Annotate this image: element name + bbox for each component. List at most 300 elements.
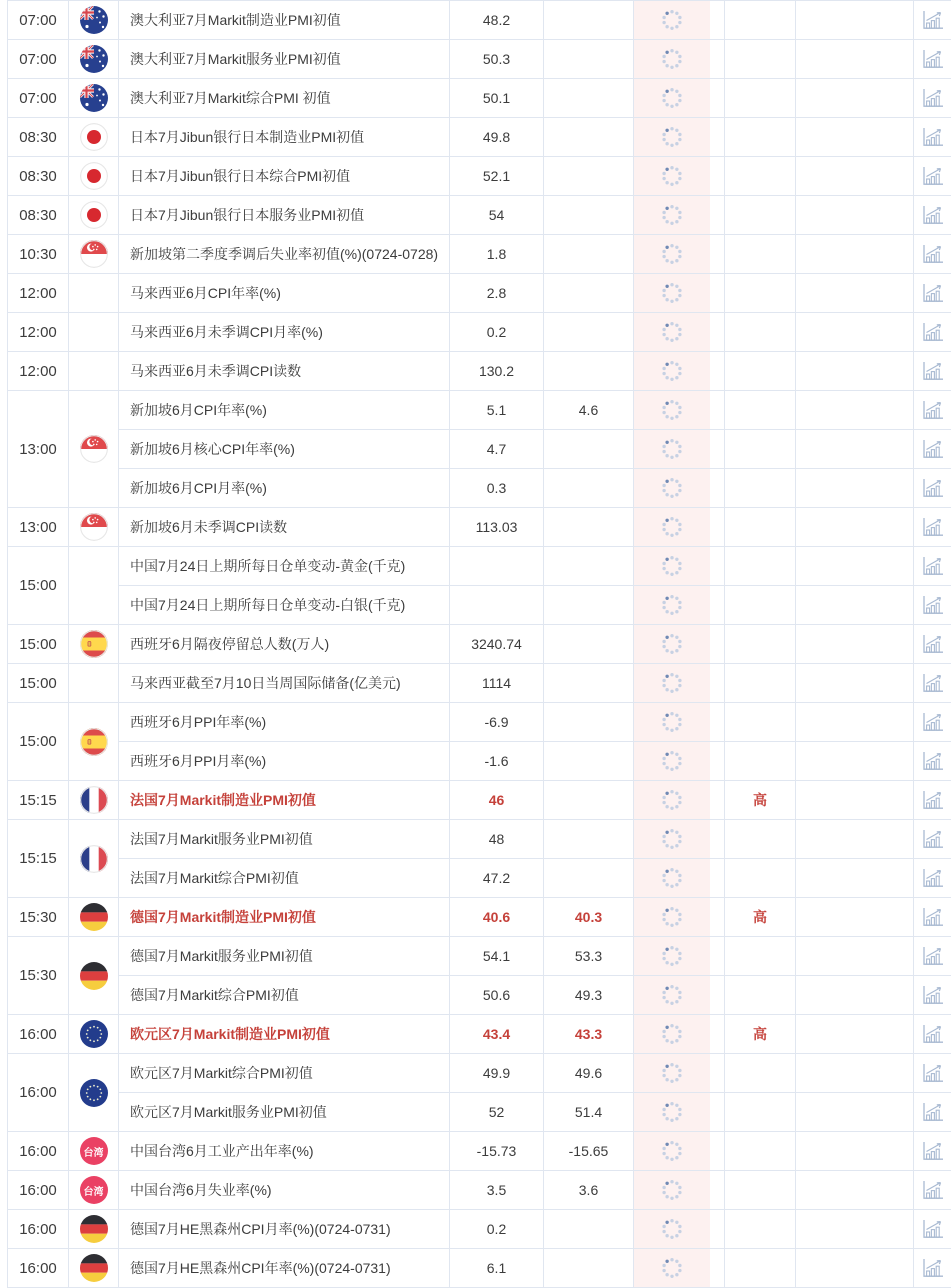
event-name: 西班牙6月PPI年率(%) [119,703,450,742]
extra-cell-empty [796,703,914,742]
history-chart-icon[interactable] [922,127,944,147]
extra-cell-empty [796,1,914,40]
extra-cell-empty [796,118,914,157]
time-cell: 16:00 [8,1132,69,1171]
history-chart-icon[interactable] [922,946,944,966]
forecast-value [544,586,634,625]
importance-badge [725,1,796,40]
event-name: 澳大利亚7月Markit综合PMI 初值 [119,79,450,118]
time-cell: 16:00 [8,1171,69,1210]
chart-cell [914,547,951,586]
importance-badge [725,352,796,391]
loading-spinner-icon [659,475,685,501]
loading-spinner-icon [659,865,685,891]
loading-spinner-icon [659,1138,685,1164]
importance-badge [725,1171,796,1210]
forecast-value [544,703,634,742]
actual-value: 49.8 [450,118,544,157]
loading-spinner-icon [659,553,685,579]
published-value-cell [634,313,725,352]
event-name: 新加坡6月未季调CPI读数 [119,508,450,547]
actual-value [450,586,544,625]
extra-cell-empty [796,586,914,625]
history-chart-icon[interactable] [922,751,944,771]
history-chart-icon[interactable] [922,712,944,732]
forecast-value [544,742,634,781]
calendar-row [8,742,951,781]
loading-spinner-icon [659,358,685,384]
extra-cell-empty [796,196,914,235]
extra-cell-empty [796,1093,914,1132]
history-chart-icon[interactable] [922,88,944,108]
time-cell: 16:00 [8,1015,69,1054]
japan-flag-icon [69,118,119,157]
loading-spinner-icon [659,1177,685,1203]
event-name: 德国7月HE黑森州CPI年率(%)(0724-0731) [119,1249,450,1288]
forecast-value [544,40,634,79]
time-cell: 15:00 [8,703,69,781]
forecast-value [544,508,634,547]
published-value-cell [634,274,725,313]
history-chart-icon[interactable] [922,1141,944,1161]
forecast-value: 43.3 [544,1015,634,1054]
extra-cell-empty [796,547,914,586]
history-chart-icon[interactable] [922,49,944,69]
extra-cell-empty [796,820,914,859]
published-value-cell [634,781,725,820]
published-value-cell [634,547,725,586]
published-value-cell [634,430,725,469]
importance-badge [725,1210,796,1249]
france-flag-icon [69,781,119,820]
france-flag-icon [80,845,108,873]
calendar-row [8,79,951,118]
chart-cell [914,1249,951,1288]
time-cell: 15:30 [8,937,69,1015]
history-chart-icon[interactable] [922,790,944,810]
published-value-cell [634,703,725,742]
actual-value: 47.2 [450,859,544,898]
importance-badge [725,40,796,79]
japan-flag-icon [69,157,119,196]
extra-cell-empty [796,157,914,196]
eurozone-flag-icon [69,1015,119,1054]
importance-badge [725,1132,796,1171]
history-chart-icon[interactable] [922,1063,944,1083]
published-value-cell [634,937,725,976]
calendar-row [8,1,951,40]
extra-cell-empty [796,781,914,820]
history-chart-icon[interactable] [922,1024,944,1044]
time-cell: 15:15 [8,781,69,820]
australia-flag-icon [69,79,119,118]
actual-value: 40.6 [450,898,544,937]
australia-flag-icon [80,84,108,112]
eurozone-flag-icon [80,1079,108,1107]
importance-badge: 高 [725,1015,796,1054]
importance-badge [725,391,796,430]
time-cell: 15:15 [8,820,69,898]
loading-spinner-icon [659,787,685,813]
calendar-table-body [8,1,951,1288]
published-value-cell [634,196,725,235]
calendar-row [8,1015,951,1054]
event-name: 中国台湾6月工业产出年率(%) [119,1132,450,1171]
importance-badge [725,820,796,859]
forecast-value: 51.4 [544,1093,634,1132]
chart-cell [914,313,951,352]
forecast-value [544,1210,634,1249]
published-value-cell [634,118,725,157]
history-chart-icon[interactable] [922,439,944,459]
calendar-row [8,820,951,859]
loading-spinner-icon [659,46,685,72]
australia-flag-icon [69,40,119,79]
time-cell: 13:00 [8,391,69,508]
flag-cell-empty [69,664,119,703]
history-chart-icon[interactable] [922,634,944,654]
actual-value: 48.2 [450,1,544,40]
time-cell: 13:00 [8,508,69,547]
taiwan-flag-icon [69,1171,119,1210]
chart-cell [914,1093,951,1132]
importance-badge [725,586,796,625]
event-name: 欧元区7月Markit制造业PMI初值 [119,1015,450,1054]
chart-cell [914,1015,951,1054]
calendar-row [8,1132,951,1171]
time-cell: 08:30 [8,157,69,196]
loading-spinner-icon [659,592,685,618]
actual-value: 50.6 [450,976,544,1015]
forecast-value [544,547,634,586]
forecast-value: 49.3 [544,976,634,1015]
importance-badge [725,937,796,976]
singapore-flag-icon [80,513,108,541]
history-chart-icon[interactable] [922,400,944,420]
calendar-row [8,703,951,742]
germany-flag-icon [80,903,108,931]
importance-badge [725,469,796,508]
taiwan-flag-icon [69,1132,119,1171]
loading-spinner-icon [659,709,685,735]
published-value-cell [634,1210,725,1249]
published-value-cell [634,157,725,196]
spain-flag-icon [80,630,108,658]
history-chart-icon[interactable] [922,166,944,186]
chart-cell [914,625,951,664]
actual-value: 52 [450,1093,544,1132]
loading-spinner-icon [659,163,685,189]
actual-value [450,547,544,586]
extra-cell-empty [796,274,914,313]
time-cell: 10:30 [8,235,69,274]
forecast-value: 3.6 [544,1171,634,1210]
importance-badge [725,196,796,235]
published-value-cell [634,79,725,118]
extra-cell-empty [796,742,914,781]
history-chart-icon[interactable] [922,1102,944,1122]
forecast-value: 53.3 [544,937,634,976]
calendar-row [8,898,951,937]
actual-value: 0.2 [450,313,544,352]
published-value-cell [634,235,725,274]
loading-spinner-icon [659,670,685,696]
extra-cell-empty [796,625,914,664]
chart-cell [914,742,951,781]
forecast-value [544,664,634,703]
actual-value: 5.1 [450,391,544,430]
forecast-value [544,625,634,664]
event-name: 德国7月Markit综合PMI初值 [119,976,450,1015]
event-name: 法国7月Markit综合PMI初值 [119,859,450,898]
flag-cell-empty [69,352,119,391]
chart-cell [914,781,951,820]
actual-value: 0.3 [450,469,544,508]
published-value-cell [634,469,725,508]
event-name: 西班牙6月隔夜停留总人数(万人) [119,625,450,664]
extra-cell-empty [796,664,914,703]
loading-spinner-icon [659,943,685,969]
extra-cell-empty [796,1132,914,1171]
chart-cell [914,40,951,79]
time-cell: 15:00 [8,547,69,625]
actual-value: 1114 [450,664,544,703]
forecast-value [544,274,634,313]
chart-cell [914,1,951,40]
extra-cell-empty [796,469,914,508]
history-chart-icon[interactable] [922,322,944,342]
extra-cell-empty [796,430,914,469]
importance-badge [725,118,796,157]
published-value-cell [634,1132,725,1171]
forecast-value [544,820,634,859]
loading-spinner-icon [659,514,685,540]
published-value-cell [634,1,725,40]
event-name: 德国7月Markit制造业PMI初值 [119,898,450,937]
singapore-flag-icon [80,435,108,463]
chart-cell [914,1132,951,1171]
history-chart-icon[interactable] [922,556,944,576]
calendar-row [8,586,951,625]
calendar-row [8,781,951,820]
history-chart-icon[interactable] [922,673,944,693]
event-name: 新加坡6月核心CPI年率(%) [119,430,450,469]
actual-value: 52.1 [450,157,544,196]
australia-flag-icon [69,1,119,40]
published-value-cell [634,820,725,859]
actual-value: 54 [450,196,544,235]
history-chart-icon[interactable] [922,361,944,381]
loading-spinner-icon [659,748,685,774]
loading-spinner-icon [659,631,685,657]
forecast-value [544,235,634,274]
event-name: 马来西亚6月CPI年率(%) [119,274,450,313]
extra-cell-empty [796,313,914,352]
extra-cell-empty [796,235,914,274]
importance-badge [725,508,796,547]
importance-badge [725,703,796,742]
calendar-row [8,274,951,313]
calendar-row [8,1054,951,1093]
forecast-value [544,118,634,157]
time-cell: 12:00 [8,352,69,391]
history-chart-icon[interactable] [922,829,944,849]
importance-badge: 高 [725,781,796,820]
published-value-cell [634,898,725,937]
importance-badge [725,742,796,781]
history-chart-icon[interactable] [922,205,944,225]
event-name: 新加坡6月CPI年率(%) [119,391,450,430]
extra-cell-empty [796,937,914,976]
forecast-value [544,352,634,391]
calendar-row [8,859,951,898]
actual-value: 113.03 [450,508,544,547]
chart-cell [914,352,951,391]
australia-flag-icon [80,6,108,34]
calendar-row [8,157,951,196]
loading-spinner-icon [659,904,685,930]
history-chart-icon[interactable] [922,868,944,888]
time-cell: 12:00 [8,274,69,313]
calendar-row [8,40,951,79]
time-cell: 08:30 [8,118,69,157]
event-name: 澳大利亚7月Markit制造业PMI初值 [119,1,450,40]
japan-flag-icon [80,123,108,151]
loading-spinner-icon [659,124,685,150]
calendar-row [8,664,951,703]
chart-cell [914,937,951,976]
history-chart-icon[interactable] [922,1219,944,1239]
germany-flag-icon [80,1254,108,1282]
calendar-row [8,1210,951,1249]
published-value-cell [634,1171,725,1210]
calendar-row [8,1249,951,1288]
time-cell: 15:00 [8,664,69,703]
loading-spinner-icon [659,7,685,33]
extra-cell-empty [796,391,914,430]
importance-badge [725,1054,796,1093]
history-chart-icon[interactable] [922,283,944,303]
extra-cell-empty [796,1210,914,1249]
germany-flag-icon [69,1210,119,1249]
forecast-value [544,196,634,235]
germany-flag-icon [69,937,119,1015]
history-chart-icon[interactable] [922,478,944,498]
loading-spinner-icon [659,202,685,228]
loading-spinner-icon [659,85,685,111]
chart-cell [914,859,951,898]
flag-cell-empty [69,313,119,352]
forecast-value: -15.65 [544,1132,634,1171]
importance-badge [725,664,796,703]
history-chart-icon[interactable] [922,907,944,927]
forecast-value [544,430,634,469]
published-value-cell [634,625,725,664]
singapore-flag-icon [69,391,119,508]
calendar-row [8,547,951,586]
chart-cell [914,157,951,196]
event-name: 日本7月Jibun银行日本服务业PMI初值 [119,196,450,235]
actual-value: 3240.74 [450,625,544,664]
history-chart-icon[interactable] [922,244,944,264]
loading-spinner-icon [659,280,685,306]
event-name: 日本7月Jibun银行日本制造业PMI初值 [119,118,450,157]
actual-value: 48 [450,820,544,859]
extra-cell-empty [796,40,914,79]
eurozone-flag-icon [69,1054,119,1132]
extra-cell-empty [796,79,914,118]
chart-cell [914,586,951,625]
chart-cell [914,79,951,118]
event-name: 澳大利亚7月Markit服务业PMI初值 [119,40,450,79]
history-chart-icon[interactable] [922,10,944,30]
actual-value: 46 [450,781,544,820]
history-chart-icon[interactable] [922,1180,944,1200]
actual-value: -1.6 [450,742,544,781]
importance-badge [725,976,796,1015]
forecast-value: 40.3 [544,898,634,937]
australia-flag-icon [80,45,108,73]
calendar-row [8,469,951,508]
chart-cell [914,196,951,235]
actual-value: -6.9 [450,703,544,742]
actual-value: 3.5 [450,1171,544,1210]
extra-cell-empty [796,508,914,547]
history-chart-icon[interactable] [922,985,944,1005]
germany-flag-icon [80,962,108,990]
calendar-row [8,235,951,274]
time-cell: 15:30 [8,898,69,937]
extra-cell-empty [796,976,914,1015]
published-value-cell [634,742,725,781]
importance-badge [725,313,796,352]
forecast-value [544,469,634,508]
history-chart-icon[interactable] [922,1258,944,1278]
chart-cell [914,820,951,859]
importance-badge [725,625,796,664]
history-chart-icon[interactable] [922,517,944,537]
published-value-cell [634,859,725,898]
event-name: 法国7月Markit制造业PMI初值 [119,781,450,820]
calendar-row [8,313,951,352]
history-chart-icon[interactable] [922,595,944,615]
calendar-row [8,391,951,430]
event-name: 日本7月Jibun银行日本综合PMI初值 [119,157,450,196]
forecast-value [544,859,634,898]
actual-value: 50.1 [450,79,544,118]
published-value-cell [634,391,725,430]
importance-badge [725,1093,796,1132]
time-cell: 16:00 [8,1249,69,1288]
event-name: 新加坡第二季度季调后失业率初值(%)(0724-0728) [119,235,450,274]
extra-cell-empty [796,898,914,937]
published-value-cell [634,40,725,79]
extra-cell-empty [796,1249,914,1288]
germany-flag-icon [69,1249,119,1288]
france-flag-icon [69,820,119,898]
singapore-flag-icon [69,508,119,547]
calendar-row [8,976,951,1015]
time-cell: 07:00 [8,40,69,79]
time-cell: 07:00 [8,79,69,118]
chart-cell [914,1171,951,1210]
time-cell: 15:00 [8,625,69,664]
chart-cell [914,235,951,274]
actual-value: 0.2 [450,1210,544,1249]
chart-cell [914,703,951,742]
chart-cell [914,118,951,157]
event-name: 马来西亚6月未季调CPI读数 [119,352,450,391]
